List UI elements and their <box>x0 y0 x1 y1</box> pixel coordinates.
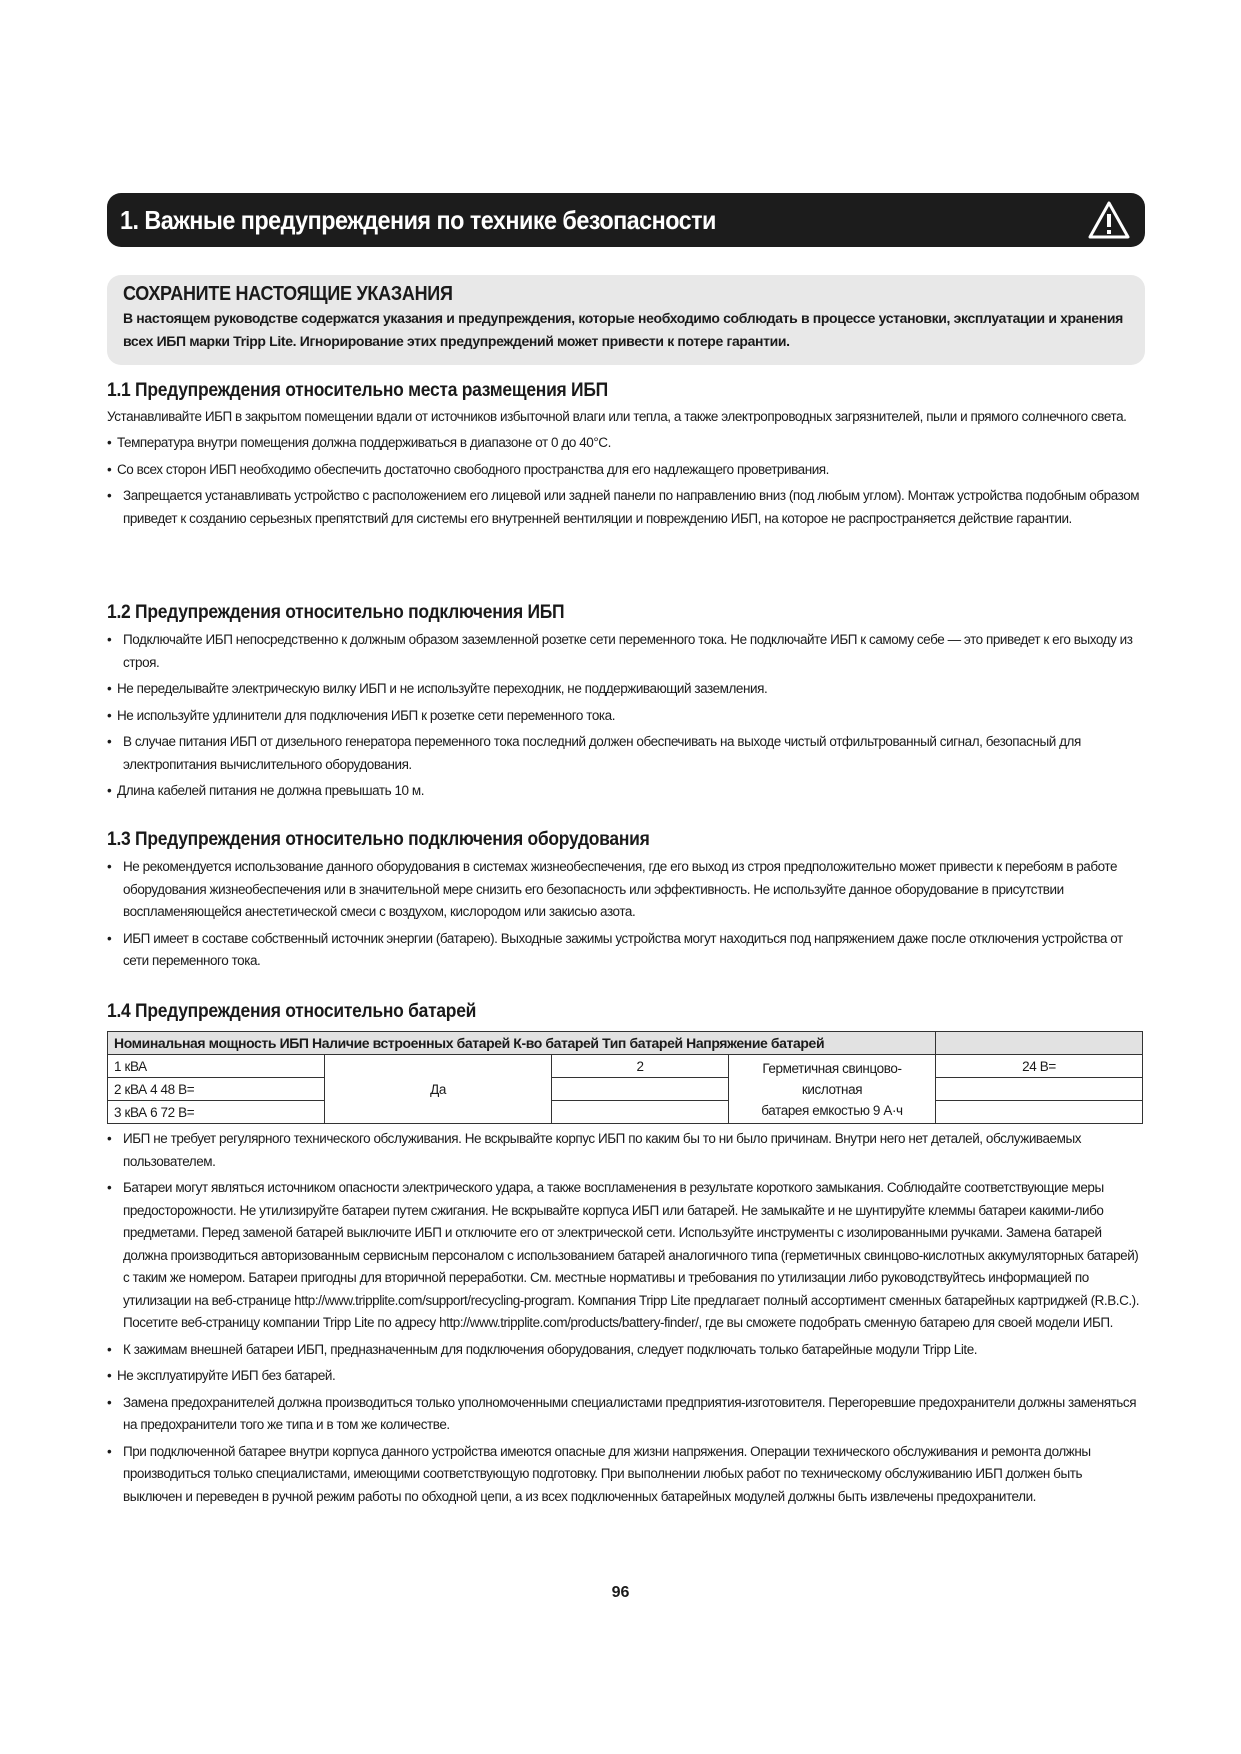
list-item: • Не эксплуатируйте ИБП без батарей. <box>107 1365 1143 1388</box>
bullet-list <box>107 1128 1143 1508</box>
list-item: • Батареи могут являться источником опасности электрического удара, а также воспламенения в результате короткого замыкания. Соблюдайте соответствующие меры предосторожности. Не утилизируйте батареи путем сжигания. Не вскрывайте корпуса ИБП или батарей. Не замыкайте и не шунтируйте клеммы батареи какими-либо предметами. Перед заменой батарей выключите ИБП и отключите его от электрической сети. Используйте инструменты с изолированными ручками. Замена батарей должна производиться авторизованным сервисным персоналом с использованием батарей аналогичного типа (герметичных свинцово-кислотных аккумуляторных батарей) с таким же номером. Батареи пригодны для вторичной переработки. См. местные нормативы и требования по утилизации либо руководствуйтесь информацией по утилизации на веб-странице http://www.tripplite.com/support/recycling-program. Компания Tripp Lite предлагает полный ассортимент сменных батарейных картриджей (R.B.C.). Посетите веб-страницу компании Tripp Lite по адресу http://www.tripplite.com/products/battery-finder/, где вы сможете подобрать сменную батарею для своей модели ИБП. <box>107 1177 1143 1335</box>
list-item: • Запрещается устанавливать устройство с расположением его лицевой или задней панели по направлению вниз (под любым углом). Монтаж устройства подобным образом приведет к созданию серьезных препятствий для системы его внутренней вентиляции и повреждению ИБП, на которое не распространяется действие гарантии. <box>107 485 1143 530</box>
table-header-row <box>108 1032 1143 1055</box>
qty-cell: 2 <box>552 1055 729 1078</box>
voltage-cell-empty <box>935 1078 1142 1101</box>
page-number: 96 <box>611 1584 630 1601</box>
list-item: • Температура внутри помещения должна поддерживаться в диапазоне от 0 до 40°C. <box>107 432 1143 455</box>
list-item: • Не переделывайте электрическую вилку ИБП и не используйте переходник, не поддерживающий заземления. <box>107 678 1143 701</box>
warning-triangle-icon <box>1087 200 1131 240</box>
section-banner <box>107 193 1145 247</box>
table-header: Номинальная мощность ИБП Наличие встроенных батарей К-во батарей Тип батарей Напряжение батарей <box>108 1032 936 1055</box>
list-item: • Замена предохранителей должна производиться только уполномоченными специалистами предприятия-изготовителя. Перегоревшие предохранители должны заменяться на предохранители того же типа и в том же количестве. <box>107 1392 1143 1437</box>
qty-cell <box>552 1078 729 1101</box>
list-item: • Длина кабелей питания не должна превышать 10 м. <box>107 780 1143 803</box>
section-title: 1.4 Предупреждения относительно батарей <box>107 1001 477 1022</box>
builtin-cell: Да <box>325 1055 552 1124</box>
section-1-2 <box>107 601 1143 803</box>
section-title: 1.1 Предупреждения относительно места размещения ИБП <box>107 380 608 401</box>
section-1-4 <box>107 1000 1143 1508</box>
notice-text: В настоящем руководстве содержатся указания и предупреждения, которые необходимо соблюдать в процессе установки, эксплуатации и хранения всех ИБП марки Tripp Lite. Игнорирование этих предупреждений может привести к потере гарантии. <box>123 310 1123 349</box>
section-1-3 <box>107 828 1143 973</box>
power-cell: 3 кВА 6 72 В= <box>108 1101 325 1124</box>
list-item: • ИБП имеет в составе собственный источник энергии (батарею). Выходные зажимы устройства могут находиться под напряжением даже после отключения устройства от сети переменного тока. <box>107 928 1143 973</box>
battery-type-cell: Герметичная свинцово- кислотная батарея емкостью 9 А·ч <box>728 1055 935 1124</box>
bullet-list <box>107 856 1143 973</box>
list-item: • Не используйте удлинители для подключения ИБП к розетке сети переменного тока. <box>107 705 1143 728</box>
battery-table <box>107 1031 1143 1124</box>
table-header-empty <box>935 1032 1142 1055</box>
banner-title: 1. Важные предупреждения по технике безопасности <box>120 204 716 235</box>
voltage-cell-empty <box>935 1101 1142 1124</box>
section-intro: Устанавливайте ИБП в закрытом помещении вдали от источников избыточной влаги или тепла, а также электропроводных загрязнителей, пыли и прямого солнечного света. <box>107 409 1127 424</box>
section-title: 1.2 Предупреждения относительно подключения ИБП <box>107 602 565 623</box>
list-item: • Со всех сторон ИБП необходимо обеспечить достаточно свободного пространства для его надлежащего проветривания. <box>107 459 1143 482</box>
voltage-cell: 24 В= <box>935 1055 1142 1078</box>
list-item: • При подключенной батарее внутри корпуса данного устройства имеются опасные для жизни напряжения. Операции технического обслуживания и ремонта должны производиться только специалистами, имеющими соответствующую подготовку. При выполнении любых работ по техническому обслуживанию ИБП должен быть выключен и переведен в ручной режим работы по обходной цепи, а из всех подключенных батарейных модулей должны быть извлечены предохранители. <box>107 1441 1143 1509</box>
qty-cell <box>552 1101 729 1124</box>
table-row <box>108 1055 1143 1078</box>
bullet-list <box>107 432 1143 530</box>
section-title: 1.3 Предупреждения относительно подключения оборудования <box>107 829 650 850</box>
power-cell: 2 кВА 4 48 В= <box>108 1078 325 1101</box>
list-item: • Подключайте ИБП непосредственно к должным образом заземленной розетке сети переменного тока. Не подключайте ИБП к самому себе — это приведет к его выходу из строя. <box>107 629 1143 674</box>
list-item: • К зажимам внешней батареи ИБП, предназначенным для подключения оборудования, следует подключать только батарейные модули Tripp Lite. <box>107 1339 1143 1362</box>
table-row <box>108 1078 1143 1101</box>
power-cell: 1 кВА <box>108 1055 325 1078</box>
list-item: • Не рекомендуется использование данного оборудования в системах жизнеобеспечения, где его выход из строя предположительно может привести к перебоям в работе оборудования жизнеобеспечения или в значительной мере снизить его безопасность или эффективность. Не используйте данное оборудование в присутствии воспламеняющейся анестетической смеси с воздухом, кислородом или закисью азота. <box>107 856 1143 924</box>
list-item: • ИБП не требует регулярного технического обслуживания. Не вскрывайте корпус ИБП по каким бы то ни было причинам. Внутри него нет деталей, обслуживаемых пользователем. <box>107 1128 1143 1173</box>
notice-title: СОХРАНИТЕ НАСТОЯЩИЕ УКАЗАНИЯ <box>123 283 453 305</box>
bullet-list <box>107 629 1143 803</box>
list-item: • В случае питания ИБП от дизельного генератора переменного тока последний должен обеспечивать на выходе чистый отфильтрованный сигнал, безопасный для электропитания вычислительного оборудования. <box>107 731 1143 776</box>
save-instructions-notice <box>107 275 1145 365</box>
section-1-1 <box>107 379 1143 530</box>
table-row <box>108 1101 1143 1124</box>
